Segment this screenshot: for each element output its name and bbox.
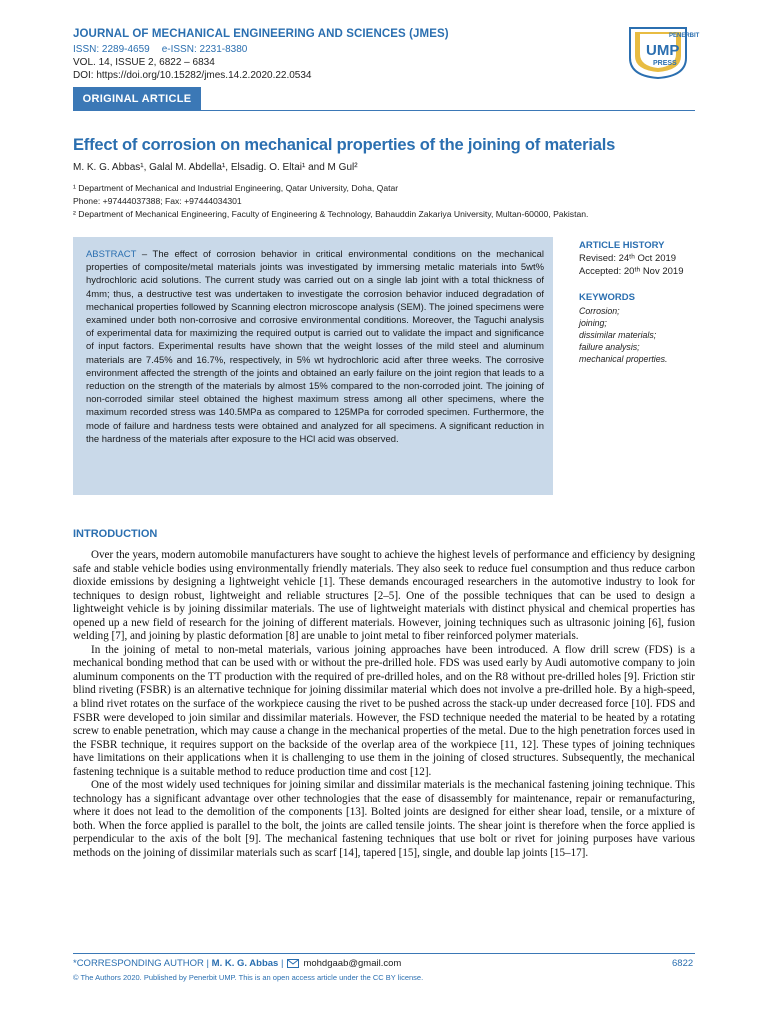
journal-issn — [73, 44, 259, 55]
separator: | — [280, 958, 284, 969]
keyword-item: dissimilar materials; — [579, 330, 657, 340]
keyword-item: failure analysis; — [579, 342, 640, 352]
affiliation-2: ² Department of Mechanical Engineering, Faculty of Engineering & Technology, Bahauddin Zakariya University, Multan-60000, Pakistan. — [73, 209, 589, 219]
journal-doi[interactable]: DOI: https://doi.org/10.15282/jmes.14.2.2020.22.0534 — [73, 70, 312, 81]
keywords-heading: KEYWORDS — [579, 292, 635, 303]
copyright-notice: © The Authors 2020. Published by Penerbit UMP. This is an open access article under the CC BY license. — [73, 973, 424, 982]
paragraph: Over the years, modern automobile manufacturers have sought to achieve the highest levels of performance and efficiency by designing safe and stable vehicle bodies using environmentally friendly materials. They also seek to reduce fuel consumption and thus reduce carbon dioxide emissions by designing a lightweight vehicle [1]. These demands encouraged researchers in the automotive industry to look for techniques to design robust, lightweight and reliable structures [2–5]. One of the possible techniques that can be used to design a lightweight vehicle is by joining dissimilar materials. The use of lightweight materials with distinct physical and chemical properties has opened up a new field of research for the joining of different materials. However, joining techniques such as ultrasonic joining [6], fusion welding [7], and joining by plastic deformation [8] are unable to joint metal to fiber reinforced polymer materials. — [73, 549, 695, 643]
introduction-heading: INTRODUCTION — [73, 528, 158, 540]
abstract-body: – The effect of corrosion behavior in critical environmental conditions on the mechanical properties of composite/metal materials joints was investigated by immersing metalic materials into 5wt% hydrochloric acid solutions. The current study was carried out on a single lab joint with a total thickness of 4mm; thus, a destructive test was undertaken to investigate the corrosion behavior induced degradation of mechanical properties followed by Scanning electron microscope analysis (SEM). The joined specimens were examined under both non-corrosive and corrosive environmental conditions. Moreover, the Taguchi analysis of experimental data for maximizing the required output is carried out to validate the impact and significance of input factors. Experimental results have shown that the weight losses of the mild steel and aluminum materials are 7.45% and 16.7%, respectively, in 5% wt hydrochloric acid after three weeks. The corrosive environment affected the strength of the joints and obtained an early failure on the joint region that leads to a reduction on the strength of the materials by almost 15% compared to the non-corroded joint. The joining of non-corroded similar steel obtained the highest maximum stress among all other specimens, where the maximum recorded stress was 140.5MPa as compared to 125MPa for corroded specimen. Furthermore, the mode of failure and hardness tests were obtained and analyzed for all specimens. A significant reduction in the hardness of the materials after exposure to the HCl acid was observed. — [86, 249, 544, 445]
separator: | — [206, 958, 210, 969]
logo-text-top: PENERBIT — [669, 33, 700, 39]
corresponding-email[interactable]: mohdgaab@gmail.com — [303, 958, 402, 969]
footer-divider — [73, 953, 695, 954]
ump-press-logo — [620, 24, 700, 80]
eissn: e-ISSN: 2231-8380 — [161, 44, 248, 55]
revised-date: Revised: 24ᵗʰ Oct 2019 — [579, 253, 677, 264]
paper-title: Effect of corrosion on mechanical properties of the joining of materials — [73, 136, 616, 154]
envelope-icon — [287, 959, 299, 968]
author-list: M. K. G. Abbas¹, Galal M. Abdella¹, Elsadig. O. Eltai¹ and M Gul² — [73, 162, 358, 173]
introduction-body — [73, 549, 695, 861]
logo-text-main: UMP — [646, 42, 680, 59]
accepted-date: Accepted: 20ᵗʰ Nov 2019 — [579, 266, 684, 277]
journal-title: JOURNAL OF MECHANICAL ENGINEERING AND SCIENCES (JMES) — [73, 28, 449, 40]
issn: ISSN: 2289-4659 — [73, 44, 150, 55]
corresponding-author-name: M. K. G. Abbas — [211, 958, 279, 969]
journal-volume: VOL. 14, ISSUE 2, 6822 – 6834 — [73, 57, 215, 68]
keyword-item: mechanical properties. — [579, 354, 668, 364]
abstract — [86, 248, 544, 446]
header-divider — [73, 110, 695, 111]
paragraph: One of the most widely used techniques for joining similar and dissimilar materials is the mechanical fastening joining technique. This technology has a significant advantage over other technologies that the ease of disassembly for maintenance, repair or remanufacturing, where it does not lead to the demolition of the components [13]. Bolted joints are designed for either shear load, tensile, or a mixture of both. When the force applied is parallel to the bolt, the joints are called tensile joints. The shear joint is therefore when the force applied is perpendicular to the axis of the bolt [9]. The mechanical fastening techniques that use bolt or rivet for joining purposes have various methods on the joining of dissimilar materials such as scarf [14], tapered [15], single, and double lap joints [15–17]. — [73, 779, 695, 860]
logo-text-bottom: PRESS — [653, 60, 677, 67]
affiliation-1: ¹ Department of Mechanical and Industrial Engineering, Qatar University, Doha, Qatar — [73, 183, 399, 193]
keyword-item: Corrosion; — [579, 306, 620, 316]
article-history-heading: ARTICLE HISTORY — [579, 240, 665, 251]
corresponding-author-label: *CORRESPONDING AUTHOR — [73, 958, 204, 969]
corresponding-author-line — [73, 958, 401, 969]
article-type-badge: ORIGINAL ARTICLE — [73, 87, 201, 111]
keyword-item: joining; — [579, 318, 607, 328]
ump-press-logo-icon — [620, 24, 700, 80]
affiliation-phone: Phone: +97444037388; Fax: +97444034301 — [73, 196, 242, 206]
paragraph: In the joining of metal to non-metal materials, various joining approaches have been introduced. A flow drill screw (FDS) is a mechanical bonding method that can be used with or without the pre-drilled hole. FDS was used early by Audi automotive company to join aluminum components on the TT production with the required of pre-drilled holes, and on the R8 without pre-drilled holes [9]. Friction stir blind riveting (FSBR) is an alternative technique for joining dissimilar material which does not involve a pre-drilled hole. By a high-speed, a blind rivet rotates on the surface of the workpiece causing the rivet to be pushed across the stack-up under decreased force [10]. FDS and FSBR were developed to join similar and dissimilar materials. However, the FSD technique needed the material to be heated by a rotating screw to enable penetration, which may cause a change in the mechanical properties of the metal. Due to the high penetration forces used in the FSBR technique, it requires support on the backside of the overlap area of the workpiece [11, 12]. These types of joining techniques have limitations on their applications when it is challenging to use them in the joining of closed structures. Subsequently, the mechanical fastening technique is a suitable method to reduce production time and cost [12]. — [73, 643, 695, 778]
page-number: 6822 — [672, 958, 694, 969]
abstract-heading: ABSTRACT — [86, 249, 137, 260]
